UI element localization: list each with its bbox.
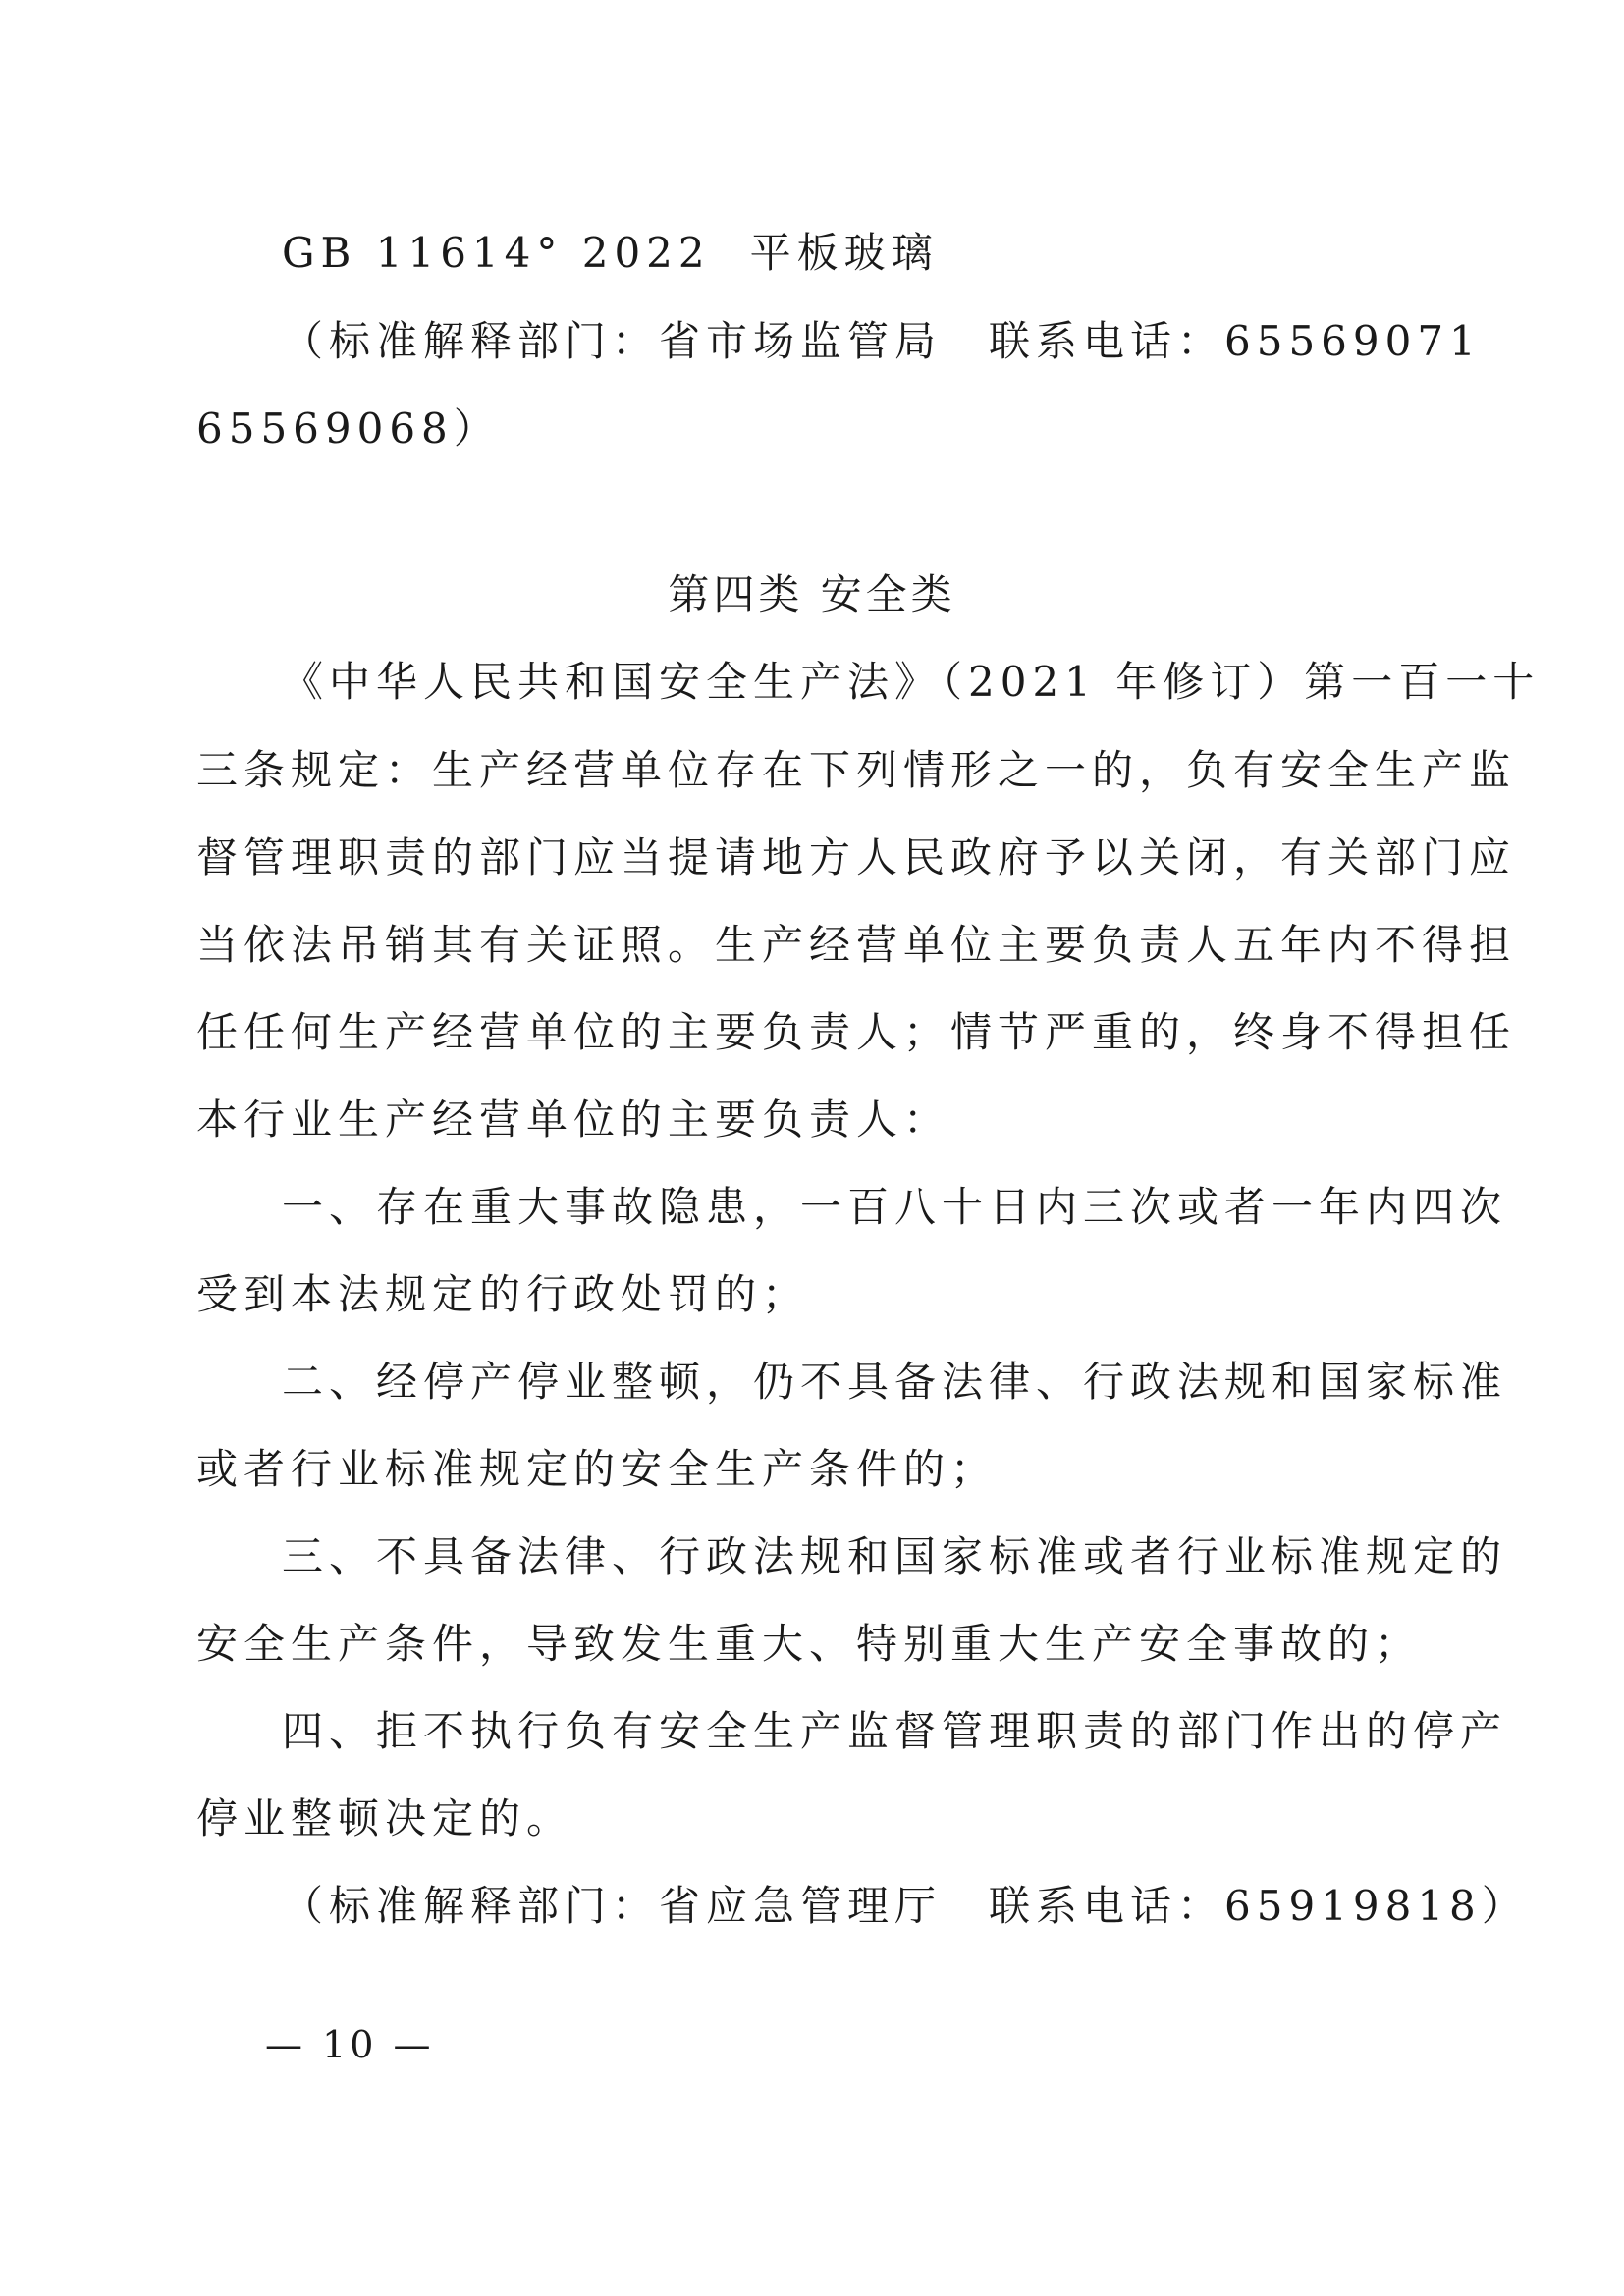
emergency-note-line: （标准解释部门：省应急管理厅 联系电话：65919818） [282, 1882, 1529, 1930]
list-item-3-line: 安全生产条件，导致发生重大、特别重大生产安全事故的； [196, 1620, 1423, 1668]
law-paragraph-line: 《中华人民共和国安全生产法》（2021 年修订）第一百一十 [282, 658, 1541, 706]
list-item-2-line: 或者行业标准规定的安全生产条件的； [196, 1445, 999, 1493]
law-paragraph-line: 本行业生产经营单位的主要负责人： [196, 1095, 951, 1144]
market-note-line-1: （标准解释部门：省市场监管局 联系电话：65569071 [282, 317, 1482, 365]
list-item-4-line: 停业整顿决定的。 [196, 1794, 574, 1842]
page-number: — 10 — [265, 2023, 435, 2066]
law-paragraph-line: 当依法吊销其有关证照。生产经营单位主要负责人五年内不得担 [196, 921, 1517, 969]
list-item-1-line: 一、存在重大事故隐患，一百八十日内三次或者一年内四次 [282, 1183, 1508, 1231]
list-item-4-line: 四、拒不执行负有安全生产监督管理职责的部门作出的停产 [282, 1707, 1508, 1755]
law-paragraph-line: 督管理职责的部门应当提请地方人民政府予以关闭，有关部门应 [196, 833, 1517, 881]
standard-entry-line [282, 224, 1440, 283]
law-paragraph-line: 任任何生产经营单位的主要负责人；情节严重的，终身不得担任 [196, 1008, 1517, 1056]
section-heading: 第四类 安全类 [668, 570, 956, 618]
list-item-2-line: 二、经停产停业整顿，仍不具备法律、行政法规和国家标准 [282, 1358, 1508, 1406]
list-item-3-line: 三、不具备法律、行政法规和国家标准或者行业标准规定的 [282, 1532, 1508, 1580]
law-paragraph-line: 三条规定：生产经营单位存在下列情形之一的，负有安全生产监 [196, 746, 1517, 794]
standard-name: 平板玻璃 [749, 229, 939, 277]
standard-code: GB 11614° 2022 [282, 229, 711, 277]
market-note-line-2: 65569068） [196, 404, 501, 453]
list-item-1-line: 受到本法规定的行政处罚的； [196, 1270, 810, 1318]
